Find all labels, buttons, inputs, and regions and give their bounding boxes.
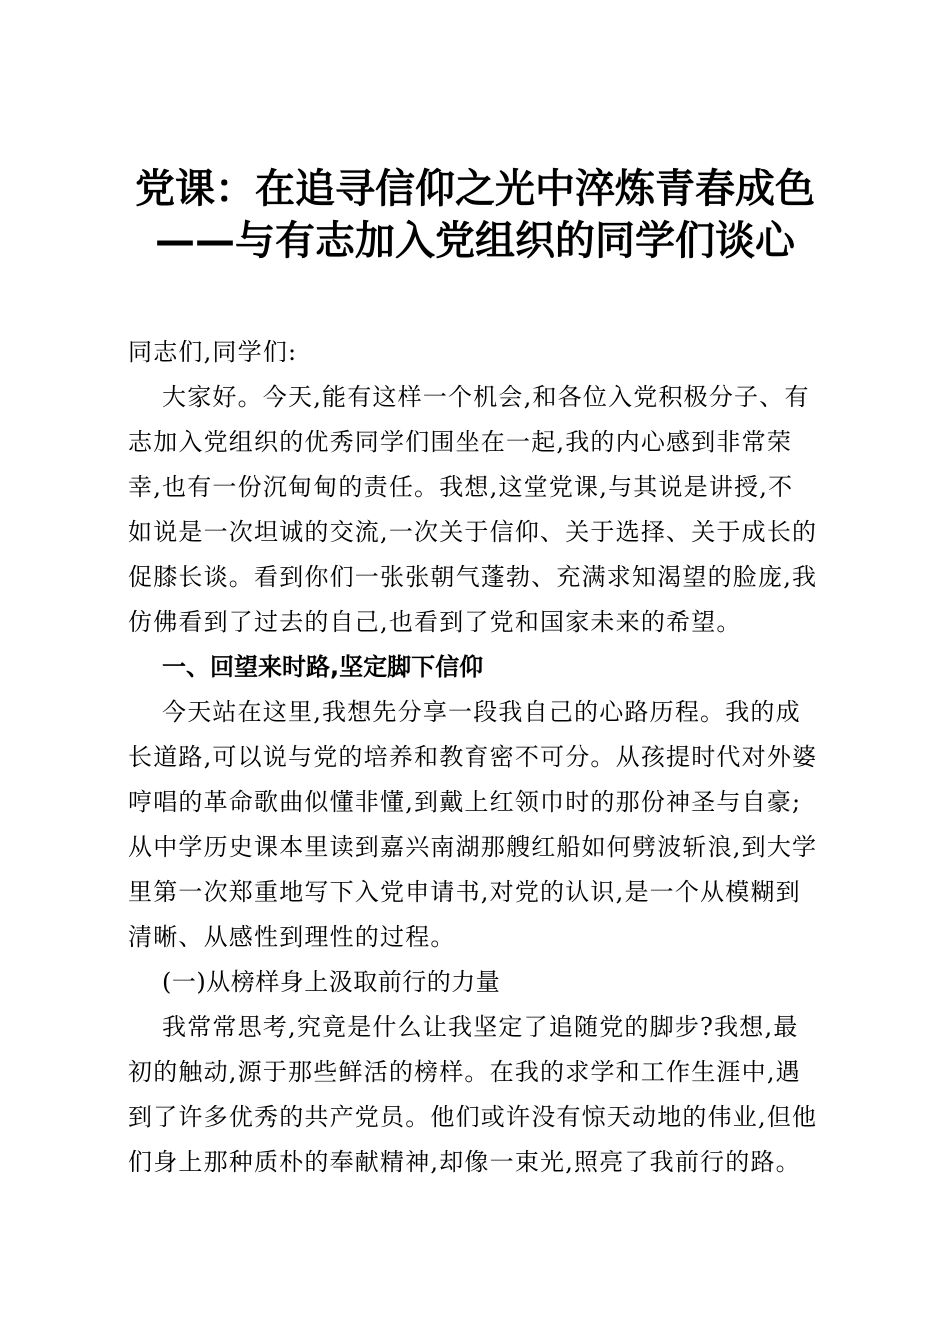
- paragraph-line: 仿佛看到了过去的自己,也看到了党和国家未来的希望。: [128, 608, 742, 636]
- paragraph-line: 从中学历史课本里读到嘉兴南湖那艘红船如何劈波斩浪,到大学: [128, 833, 818, 861]
- paragraph-line: 到了许多优秀的共产党员。他们或许没有惊天动地的伟业,但他: [128, 1103, 818, 1131]
- title-subtitle: ——与有志加入党组织的同学们谈心: [155, 218, 795, 264]
- paragraph-line: 今天站在这里,我想先分享一段我自己的心路历程。我的成: [162, 698, 801, 726]
- paragraph-line: 们身上那种质朴的奉献精神,却像一束光,照亮了我前行的路。: [128, 1148, 801, 1176]
- section1-paragraph: [128, 690, 828, 960]
- paragraph-line: 幸,也有一份沉甸甸的责任。我想,这堂党课,与其说是讲授,不: [128, 473, 794, 501]
- paragraph-line: 里第一次郑重地写下入党申请书,对党的认识,是一个从模糊到: [128, 878, 801, 906]
- intro-paragraph: [128, 375, 828, 645]
- paragraph-line: 大家好。今天,能有这样一个机会,和各位入党积极分子、有: [162, 383, 810, 411]
- document-body: [128, 330, 828, 1185]
- salutation: 同志们,同学们:: [128, 338, 298, 366]
- paragraph-line: 如说是一次坦诚的交流,一次关于信仰、关于选择、关于成长的: [128, 518, 818, 546]
- document-title: [0, 163, 950, 267]
- paragraph-line: 我常常思考,究竟是什么让我坚定了追随党的脚步?我想,最: [162, 1013, 799, 1041]
- paragraph-line: 初的触动,源于那些鲜活的榜样。在我的求学和工作生涯中,遇: [128, 1058, 801, 1086]
- paragraph-line: 哼唱的革命歌曲似懂非懂,到戴上红领巾时的那份神圣与自豪;: [128, 788, 802, 816]
- subsection-heading: (一)从榜样身上汲取前行的力量: [162, 968, 501, 996]
- title-main: 党课：在追寻信仰之光中淬炼青春成色: [135, 166, 815, 212]
- paragraph-line: 长道路,可以说与党的培养和教育密不可分。从孩提时代对外婆: [128, 743, 818, 771]
- paragraph-line: 促膝长谈。看到你们一张张朝气蓬勃、充满求知渴望的脸庞,我: [128, 563, 818, 591]
- section-heading: 一、回望来时路,坚定脚下信仰: [162, 653, 484, 681]
- paragraph-line: 清晰、从感性到理性的过程。: [128, 923, 456, 951]
- subsection1-paragraph: [128, 1005, 828, 1185]
- paragraph-line: 志加入党组织的优秀同学们围坐在一起,我的内心感到非常荣: [128, 428, 793, 456]
